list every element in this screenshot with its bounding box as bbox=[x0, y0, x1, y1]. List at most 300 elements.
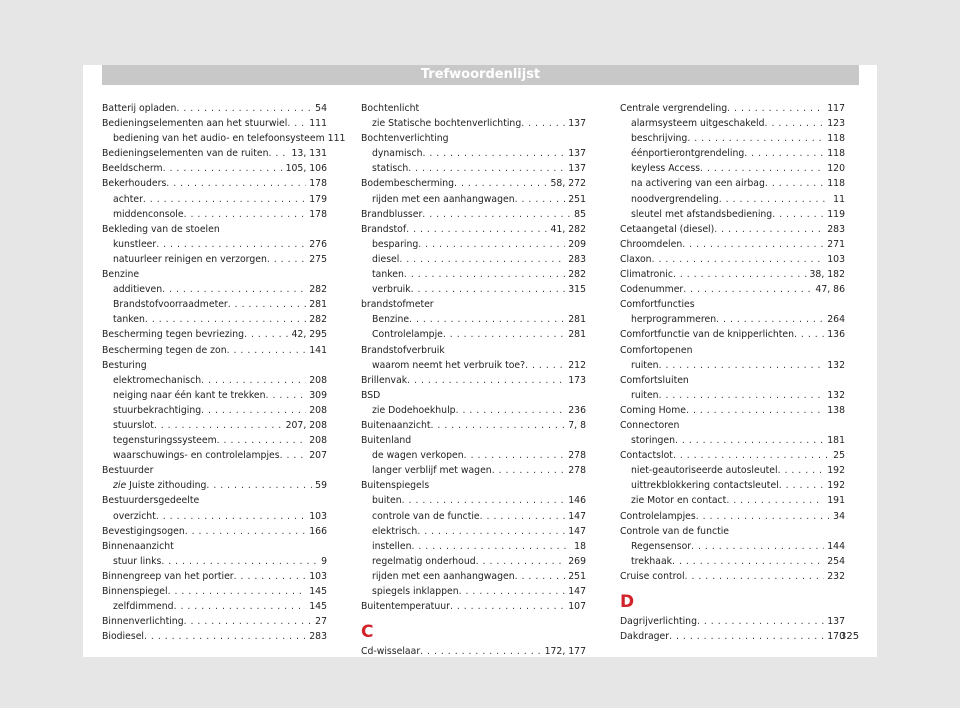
index-entry bbox=[102, 146, 327, 161]
index-entry bbox=[620, 448, 845, 463]
index-page-ref: 179 bbox=[309, 193, 327, 205]
index-entry bbox=[102, 161, 327, 176]
index-term: Brillenvak bbox=[361, 374, 408, 386]
dot-leader bbox=[217, 433, 307, 448]
index-column-2 bbox=[361, 101, 586, 659]
index-term: Centrale vergrendeling bbox=[620, 103, 728, 114]
dot-leader bbox=[454, 176, 547, 191]
index-page-ref: 147 bbox=[568, 510, 586, 522]
index-entry bbox=[102, 327, 327, 342]
dot-leader bbox=[269, 146, 289, 161]
dot-leader bbox=[459, 584, 566, 599]
index-page-ref: 42, 295 bbox=[291, 329, 327, 341]
index-page-ref: 137 bbox=[827, 616, 845, 627]
index-entry bbox=[620, 237, 845, 252]
index-subentry bbox=[102, 478, 327, 493]
index-term: Beeldscherm bbox=[102, 163, 163, 175]
dot-leader bbox=[163, 161, 283, 176]
index-entry bbox=[620, 403, 845, 418]
index-page-ref: 278 bbox=[568, 450, 586, 462]
index-subentry bbox=[620, 493, 845, 508]
index-term: buiten bbox=[372, 495, 402, 507]
dot-leader bbox=[456, 403, 566, 418]
dot-leader bbox=[408, 161, 565, 176]
dot-leader bbox=[184, 614, 313, 629]
index-subentry bbox=[102, 403, 327, 418]
dot-leader bbox=[206, 478, 312, 493]
index-subentry bbox=[620, 463, 845, 478]
index-column-1 bbox=[102, 101, 346, 644]
index-entry bbox=[361, 207, 586, 222]
dot-leader bbox=[162, 282, 306, 297]
dot-leader bbox=[201, 403, 306, 418]
index-page-ref: 166 bbox=[309, 525, 327, 537]
index-entry bbox=[361, 418, 586, 433]
index-page-ref: 264 bbox=[827, 314, 845, 326]
index-letter-heading: D bbox=[620, 592, 635, 612]
index-subentry bbox=[620, 388, 845, 403]
index-page-ref: 103 bbox=[827, 253, 845, 265]
index-term: Chroomdelen bbox=[620, 238, 683, 250]
dot-leader bbox=[154, 418, 283, 433]
index-see-reference: zie bbox=[113, 480, 127, 492]
index-subentry bbox=[102, 131, 346, 146]
index-page-ref: 18 bbox=[574, 540, 586, 552]
index-term: elektrisch bbox=[372, 525, 418, 537]
index-term: de wagen verkopen bbox=[372, 450, 464, 462]
index-term: langer verblijf met wagen bbox=[372, 465, 492, 477]
dot-leader bbox=[673, 267, 807, 282]
index-subentry bbox=[361, 237, 586, 252]
dot-leader bbox=[420, 644, 541, 659]
index-page-ref: 192 bbox=[827, 480, 845, 492]
index-page-ref: 191 bbox=[827, 495, 845, 507]
dot-leader bbox=[267, 252, 306, 267]
index-page-ref: 254 bbox=[827, 555, 845, 567]
dot-leader bbox=[726, 493, 824, 508]
index-term: Brandstofvoorraadmeter bbox=[113, 299, 228, 311]
index-subentry bbox=[361, 584, 586, 599]
index-term: rijden met een aanhangwagen bbox=[372, 570, 515, 582]
index-term: Codenummer bbox=[620, 284, 684, 296]
index-term: Brandstof bbox=[361, 223, 407, 235]
dot-leader bbox=[228, 297, 306, 312]
index-entry bbox=[620, 509, 845, 524]
index-term: Bescherming tegen bevriezing bbox=[102, 329, 245, 341]
dot-leader bbox=[409, 312, 565, 327]
index-term: Dagrijverlichting bbox=[620, 616, 697, 627]
index-term: natuurleer reinigen en verzorgen bbox=[113, 253, 267, 265]
index-page-ref: 232 bbox=[827, 570, 845, 582]
index-entry bbox=[620, 267, 845, 282]
index-page-ref: 212 bbox=[568, 359, 586, 371]
dot-leader bbox=[716, 312, 824, 327]
index-term: verbruik bbox=[372, 284, 411, 296]
index-subentry bbox=[620, 358, 845, 373]
index-page-ref: 181 bbox=[827, 435, 845, 447]
dot-leader bbox=[422, 146, 565, 161]
dot-leader bbox=[686, 403, 824, 418]
dot-leader bbox=[422, 207, 571, 222]
index-subentry bbox=[361, 554, 586, 569]
index-term: Batterij opladen bbox=[102, 103, 177, 114]
index-subentry bbox=[361, 312, 586, 327]
index-page-ref: 47, 86 bbox=[815, 284, 845, 296]
dot-leader bbox=[719, 192, 830, 207]
index-entry bbox=[361, 373, 586, 388]
index-page-ref: 138 bbox=[827, 404, 845, 416]
index-page-ref: 208 bbox=[309, 374, 327, 386]
index-entry bbox=[361, 222, 586, 237]
index-page-ref: 145 bbox=[309, 586, 327, 597]
index-term-heading: Bestuurdersgedeelte bbox=[102, 495, 200, 507]
index-entry bbox=[102, 101, 327, 116]
index-term: éénportierontgrendeling bbox=[631, 148, 745, 160]
dot-leader bbox=[168, 584, 307, 599]
dot-leader bbox=[492, 463, 566, 478]
dot-leader bbox=[779, 478, 825, 493]
index-term: controle van de functie bbox=[372, 510, 480, 522]
dot-leader bbox=[145, 312, 306, 327]
index-subentry bbox=[361, 509, 586, 524]
index-subentry bbox=[620, 539, 845, 554]
index-subentry bbox=[102, 448, 327, 463]
dot-leader bbox=[727, 101, 824, 116]
index-term: tanken bbox=[372, 269, 404, 281]
index-term: zelfdimmend bbox=[113, 601, 174, 613]
index-term-heading: Bochtenverlichting bbox=[361, 133, 449, 145]
index-term-heading: Bestuurder bbox=[102, 465, 154, 477]
index-page-ref: 117 bbox=[827, 103, 845, 114]
index-entry bbox=[620, 614, 845, 629]
dot-leader bbox=[234, 569, 307, 584]
index-term: herprogrammeren bbox=[631, 314, 717, 326]
page-number: 325 bbox=[840, 631, 860, 642]
index-subentry bbox=[361, 524, 586, 539]
index-term-heading: Buitenland bbox=[361, 435, 412, 447]
index-term-heading: Bekleding van de stoelen bbox=[102, 223, 220, 235]
index-page-ref: 132 bbox=[827, 359, 845, 371]
index-term: Bescherming tegen de zon bbox=[102, 344, 227, 356]
dot-leader bbox=[244, 327, 288, 342]
index-page-ref: 281 bbox=[568, 314, 586, 326]
index-entry bbox=[102, 569, 327, 584]
index-subentry bbox=[620, 554, 845, 569]
index-term: Bedieningselementen aan het stuurwiel bbox=[102, 118, 288, 130]
dot-leader bbox=[156, 509, 306, 524]
index-term: storingen bbox=[631, 435, 675, 447]
index-subentry bbox=[102, 373, 327, 388]
index-subentry bbox=[361, 448, 586, 463]
index-subentry bbox=[102, 418, 327, 433]
index-page-ref: 105, 106 bbox=[285, 163, 327, 175]
index-page-ref: 144 bbox=[827, 540, 845, 552]
index-subentry bbox=[102, 297, 327, 312]
dot-leader bbox=[280, 448, 307, 463]
index-term-heading: Connectoren bbox=[620, 419, 680, 431]
index-term: Claxon bbox=[620, 253, 652, 265]
index-term: spiegels inklappen bbox=[372, 586, 459, 597]
index-subentry bbox=[620, 192, 845, 207]
index-page-ref: 207 bbox=[309, 450, 327, 462]
index-subentry bbox=[102, 252, 327, 267]
index-subentry bbox=[620, 433, 845, 448]
dot-leader bbox=[765, 116, 825, 131]
index-page-ref: 107 bbox=[568, 601, 586, 613]
index-subentry bbox=[102, 237, 327, 252]
index-subentry bbox=[361, 146, 586, 161]
index-page-ref: 59 bbox=[315, 480, 327, 492]
index-subentry bbox=[102, 312, 327, 327]
index-subentry bbox=[361, 282, 586, 297]
index-page-ref: 123 bbox=[827, 118, 845, 130]
index-term: stuurslot bbox=[113, 419, 154, 431]
dot-leader bbox=[402, 493, 566, 508]
index-page-ref: 251 bbox=[568, 193, 586, 205]
index-page-ref: 25 bbox=[833, 450, 845, 462]
index-entry bbox=[361, 176, 586, 191]
index-page-ref: 278 bbox=[568, 465, 586, 477]
index-page-ref: 54 bbox=[315, 103, 327, 114]
dot-leader bbox=[697, 614, 824, 629]
index-term-heading: Binnenaanzicht bbox=[102, 540, 174, 552]
index-term: kunstleer bbox=[113, 238, 157, 250]
index-entry bbox=[102, 343, 327, 358]
index-page-ref: 41, 282 bbox=[550, 223, 586, 235]
index-subentry bbox=[361, 463, 586, 478]
index-term: tegensturingssysteem bbox=[113, 435, 217, 447]
index-letter-heading: C bbox=[361, 622, 374, 643]
index-page-ref: 178 bbox=[309, 178, 327, 190]
index-page-ref: 38, 182 bbox=[809, 269, 845, 281]
index-page-ref: 137 bbox=[568, 118, 586, 130]
dot-leader bbox=[185, 524, 307, 539]
index-term: Coming Home bbox=[620, 404, 687, 416]
index-page-ref: 209 bbox=[568, 238, 586, 250]
index-page-ref: 315 bbox=[568, 284, 586, 296]
dot-leader bbox=[443, 327, 565, 342]
index-subentry bbox=[102, 192, 327, 207]
dot-leader bbox=[156, 237, 306, 252]
index-subentry bbox=[620, 312, 845, 327]
index-term-heading: BSD bbox=[361, 389, 381, 401]
index-subentry bbox=[620, 146, 845, 161]
index-term: Binnengreep van het portier bbox=[102, 570, 234, 582]
index-term: elektromechanisch bbox=[113, 374, 202, 386]
index-term: Contactslot bbox=[620, 450, 673, 462]
index-page-ref: 11 bbox=[833, 193, 845, 205]
index-term: zie Statische bochtenverlichting bbox=[372, 118, 522, 130]
dot-leader bbox=[515, 192, 566, 207]
dot-leader bbox=[685, 569, 825, 584]
index-term-heading: Buitenspiegels bbox=[361, 480, 430, 492]
index-term: Bedieningselementen van de ruiten bbox=[102, 148, 269, 160]
index-subentry bbox=[102, 599, 327, 614]
index-page-ref: 146 bbox=[568, 495, 586, 507]
index-entry bbox=[102, 176, 327, 191]
dot-leader bbox=[669, 629, 824, 644]
dot-leader bbox=[411, 539, 571, 554]
dot-leader bbox=[714, 222, 824, 237]
index-term-heading: Besturing bbox=[102, 359, 147, 371]
index-term: stuur links bbox=[113, 555, 162, 567]
index-page-ref: 281 bbox=[568, 329, 586, 341]
index-term: niet-geautoriseerde autosleutel bbox=[631, 465, 778, 477]
dot-leader bbox=[166, 176, 306, 191]
index-term: alarmsysteem uitgeschakeld bbox=[631, 118, 765, 130]
index-term: keyless Access bbox=[631, 163, 701, 175]
index-term: rijden met een aanhangwagen bbox=[372, 193, 515, 205]
dot-leader bbox=[778, 463, 825, 478]
dot-leader bbox=[687, 131, 824, 146]
index-entry bbox=[620, 569, 845, 584]
index-term: na activering van een airbag bbox=[631, 178, 765, 190]
index-page-ref: 282 bbox=[309, 314, 327, 326]
index-page-ref: 147 bbox=[568, 525, 586, 537]
index-page-ref: 132 bbox=[827, 389, 845, 401]
index-term: Comfortfunctie van de knipperlichten bbox=[620, 329, 794, 341]
index-subentry bbox=[361, 116, 586, 131]
index-page-ref: 236 bbox=[568, 404, 586, 416]
dot-leader bbox=[174, 599, 307, 614]
index-page-ref: 309 bbox=[309, 389, 327, 401]
dot-leader bbox=[184, 207, 307, 222]
dot-leader bbox=[404, 267, 565, 282]
index-subentry bbox=[102, 554, 327, 569]
dot-leader bbox=[652, 252, 825, 267]
index-page-ref: 118 bbox=[827, 148, 845, 160]
index-term: noodvergrendeling bbox=[631, 193, 719, 205]
dot-leader bbox=[201, 373, 306, 388]
index-term-heading: Comfortfuncties bbox=[620, 299, 695, 311]
dot-leader bbox=[464, 448, 566, 463]
index-term: Bodembescherming bbox=[361, 178, 455, 190]
index-term: Buitenaanzicht bbox=[361, 419, 431, 431]
index-page-ref: 283 bbox=[568, 253, 586, 265]
index-term: Binnenverlichting bbox=[102, 616, 184, 628]
index-term: diesel bbox=[372, 253, 400, 265]
index-page-ref: 170 bbox=[827, 631, 845, 643]
index-term: achter bbox=[113, 193, 143, 205]
dot-leader bbox=[406, 222, 547, 237]
index-term-heading: Comfortsluiten bbox=[620, 374, 689, 386]
index-subentry bbox=[102, 509, 327, 524]
index-term: zie Motor en contact bbox=[631, 495, 727, 507]
dot-leader bbox=[476, 554, 566, 569]
index-page-ref: 111 bbox=[327, 133, 346, 145]
index-subentry bbox=[620, 478, 845, 493]
index-page-ref: 173 bbox=[568, 374, 586, 386]
index-page-ref: 27 bbox=[315, 616, 327, 628]
index-term: dynamisch bbox=[372, 148, 423, 160]
index-term: Bekerhouders bbox=[102, 178, 167, 190]
index-term: trekhaak bbox=[631, 555, 673, 567]
index-subentry bbox=[361, 569, 586, 584]
dot-leader bbox=[691, 539, 824, 554]
dot-leader bbox=[143, 192, 306, 207]
index-term-heading: Brandstofverbruik bbox=[361, 344, 445, 356]
index-page-ref: 192 bbox=[827, 465, 845, 477]
index-term: Climatronic bbox=[620, 269, 673, 281]
index-subentry bbox=[361, 403, 586, 418]
index-entry bbox=[620, 101, 845, 116]
index-page-ref: 9 bbox=[321, 555, 327, 567]
dot-leader bbox=[744, 146, 824, 161]
index-entry bbox=[102, 524, 327, 539]
dot-leader bbox=[682, 237, 824, 252]
index-term: bediening van het audio- en telefoonsysteem bbox=[113, 133, 325, 145]
dot-leader bbox=[765, 176, 824, 191]
index-page-ref: 141 bbox=[309, 344, 327, 356]
index-subentry bbox=[361, 327, 586, 342]
index-entry bbox=[620, 252, 845, 267]
index-page-ref: 208 bbox=[309, 435, 327, 447]
index-subentry bbox=[102, 388, 327, 403]
index-term: instellen bbox=[372, 540, 412, 552]
index-term: ruiten bbox=[631, 389, 659, 401]
index-page-ref: 13, 131 bbox=[291, 148, 327, 160]
index-term: additieven bbox=[113, 284, 163, 296]
index-term-heading: Bochtenlicht bbox=[361, 103, 420, 114]
index-subentry bbox=[361, 161, 586, 176]
index-term: Controlelampjes bbox=[620, 510, 696, 522]
page-title: Trefwoordenlijst bbox=[102, 65, 859, 85]
index-column-3 bbox=[620, 101, 845, 644]
index-term: uittrekblokkering contactsleutel bbox=[631, 480, 779, 492]
dot-leader bbox=[794, 327, 824, 342]
dot-leader bbox=[675, 433, 824, 448]
index-entry bbox=[102, 629, 327, 644]
index-page-ref: 283 bbox=[309, 631, 327, 643]
index-page-ref: 275 bbox=[309, 253, 327, 265]
index-page-ref: 34 bbox=[833, 510, 845, 522]
index-page-ref: 208 bbox=[309, 404, 327, 416]
index-term: Dakdrager bbox=[620, 631, 670, 643]
index-page-ref: 137 bbox=[568, 148, 586, 160]
index-term: Cetaangetal (diesel) bbox=[620, 223, 715, 235]
index-page-ref: 7, 8 bbox=[568, 419, 586, 431]
dot-leader bbox=[266, 388, 307, 403]
index-term: Controlelampje bbox=[372, 329, 443, 341]
index-term: statisch bbox=[372, 163, 409, 175]
index-page-ref: 282 bbox=[309, 284, 327, 296]
dot-leader bbox=[144, 629, 306, 644]
index-term-heading: Controle van de functie bbox=[620, 525, 730, 537]
dot-leader bbox=[659, 388, 825, 403]
index-term: neiging naar één kant te trekken bbox=[113, 389, 266, 401]
index-term: waarschuwings- en controlelampjes bbox=[113, 450, 280, 462]
index-subentry bbox=[102, 207, 327, 222]
index-subentry bbox=[620, 176, 845, 191]
index-term: middenconsole bbox=[113, 208, 184, 220]
dot-leader bbox=[450, 599, 565, 614]
index-term: besparing bbox=[372, 238, 419, 250]
index-entry bbox=[620, 327, 845, 342]
index-entry bbox=[620, 629, 845, 644]
dot-leader bbox=[227, 343, 307, 358]
index-term: tanken bbox=[113, 314, 145, 326]
index-term: overzicht bbox=[113, 510, 156, 522]
dot-leader bbox=[411, 282, 566, 297]
dot-leader bbox=[521, 116, 565, 131]
index-page-ref: 147 bbox=[568, 586, 586, 597]
dot-leader bbox=[431, 418, 566, 433]
index-term: Binnenspiegel bbox=[102, 586, 168, 597]
index-term: regelmatig onderhoud bbox=[372, 555, 476, 567]
dot-leader bbox=[515, 569, 566, 584]
index-term: stuurbekrachtiging bbox=[113, 404, 202, 416]
index-subentry bbox=[102, 282, 327, 297]
